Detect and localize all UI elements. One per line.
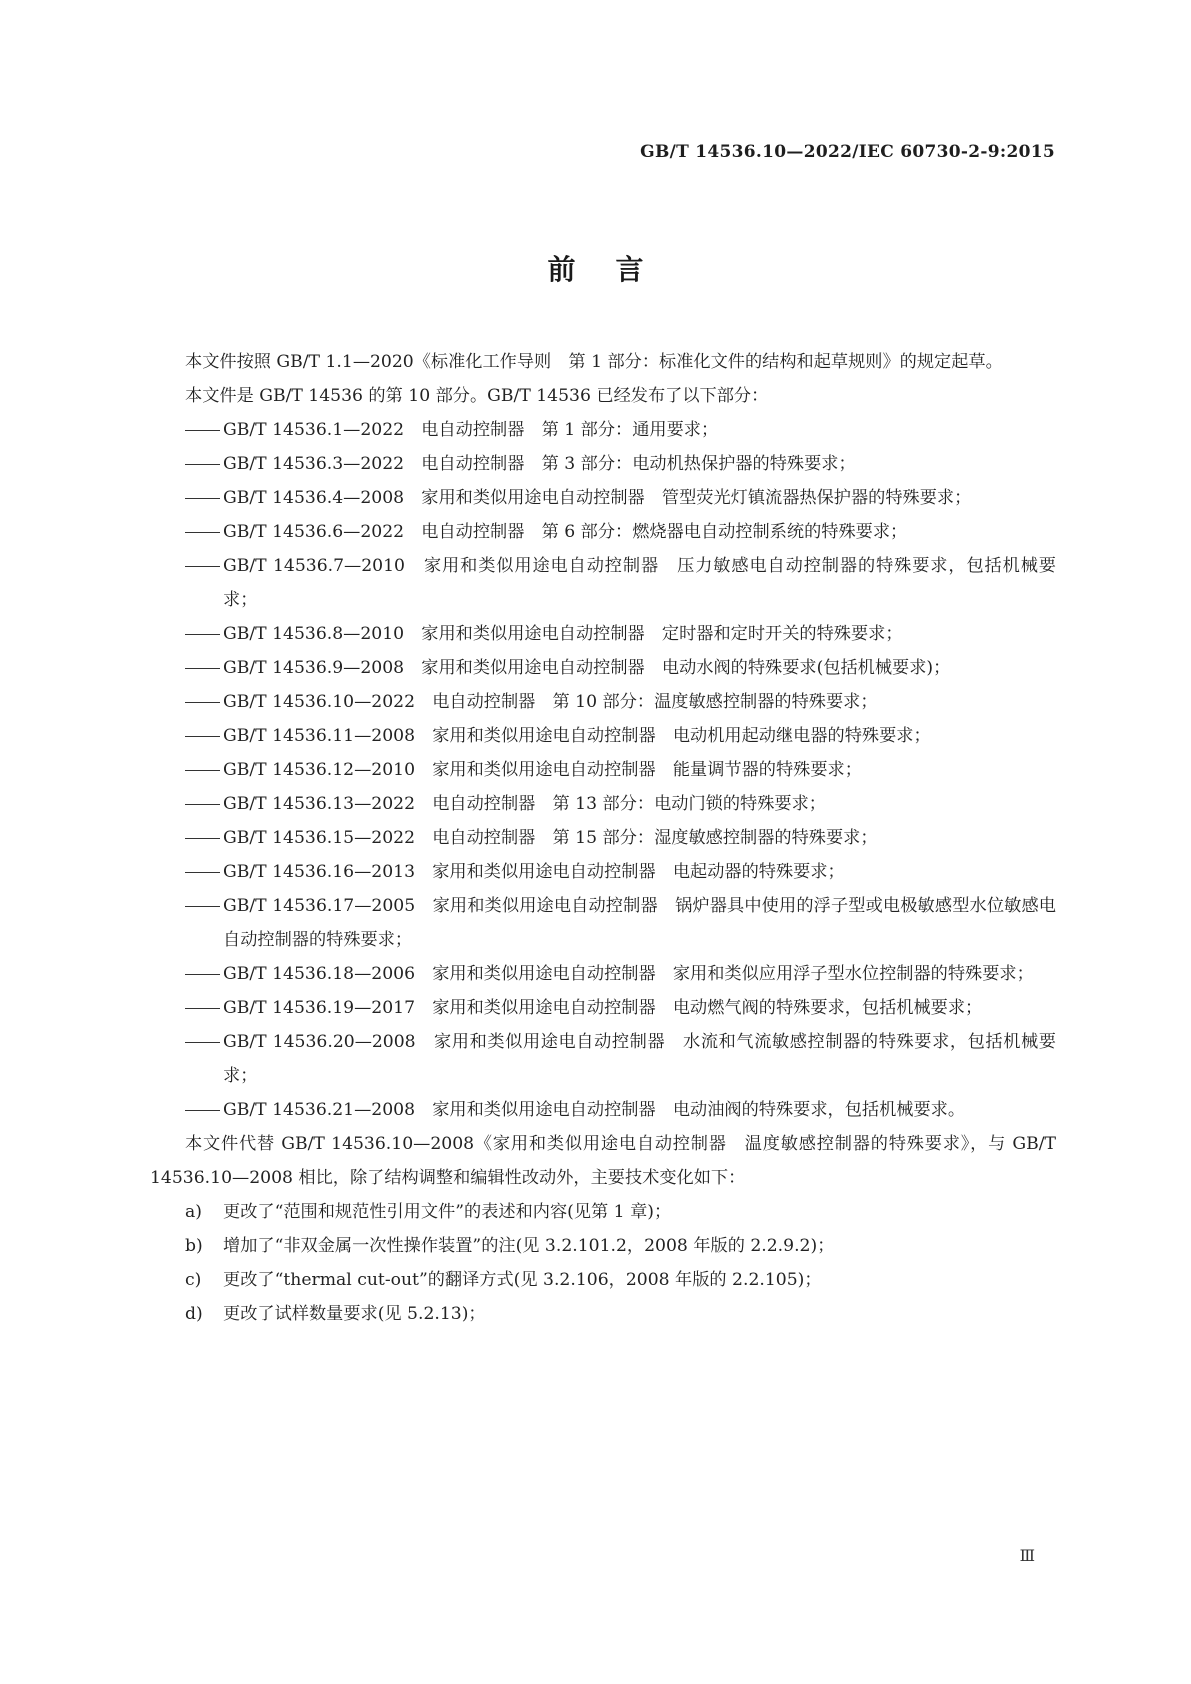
list-item-part: GB/T 14536.16—2013 家用和类似用途电自动控制器 电起动器的特殊要求； [223,862,845,882]
page-number: Ⅲ [1019,1546,1035,1565]
change-marker: c) [185,1270,202,1290]
list-item-part: GB/T 14536.10—2022 电自动控制器 第 10 部分：温度敏感控制器的特殊要求； [223,692,878,712]
list-item-part: GB/T 14536.18—2006 家用和类似用途电自动控制器 家用和类似应用浮子型水位控制器的特殊要求； [223,964,1034,984]
change-item: d) 更改了试样数量要求(见 5.2.13)； [150,1297,1056,1331]
replacement-paragraph: 本文件代替 GB/T 14536.10—2008《家用和类似用途电自动控制器 温度敏感控制器的特殊要求》，与 GB/T 14536.10—2008 相比，除了结构调整和编辑性改动外，主要技术变化如下： [150,1134,1056,1188]
intro-paragraph-series: 本文件是 GB/T 14536 的第 10 部分。GB/T 14536 已经发布了以下部分： [185,386,769,406]
change-item: a) 更改了“范围和规范性引用文件”的表述和内容(见第 1 章)； [150,1195,1056,1229]
list-item-part: GB/T 14536.6—2022 电自动控制器 第 6 部分：燃烧器电自动控制系统的特殊要求； [223,522,908,542]
list-item-part: GB/T 14536.20—2008 家用和类似用途电自动控制器 水流和气流敏感控制器的特殊要求，包括机械要求； [223,1032,1056,1086]
list-item-part: GB/T 14536.21—2008 家用和类似用途电自动控制器 电动油阀的特殊要求，包括机械要求。 [223,1100,966,1120]
change-marker: b) [185,1236,203,1256]
list-item-part: GB/T 14536.11—2008 家用和类似用途电自动控制器 电动机用起动继电器的特殊要求； [223,726,931,746]
list-item-part: GB/T 14536.4—2008 家用和类似用途电自动控制器 管型荧光灯镇流器热保护器的特殊要求； [223,488,972,508]
intro-paragraph-drafting: 本文件按照 GB/T 1.1—2020《标准化工作导则 第 1 部分：标准化文件的结构和起草规则》的规定起草。 [185,352,1003,372]
change-item: c) 更改了“thermal cut-out”的翻译方式(见 3.2.106，2008 年版的 2.2.105)； [150,1263,1056,1297]
list-item-part: GB/T 14536.8—2010 家用和类似用途电自动控制器 定时器和定时开关的特殊要求； [223,624,903,644]
list-item-part: GB/T 14536.7—2010 家用和类似用途电自动控制器 压力敏感电自动控制器的特殊要求，包括机械要求； [223,556,1056,610]
list-item-part: GB/T 14536.3—2022 电自动控制器 第 3 部分：电动机热保护器的特殊要求； [223,454,856,474]
preface-body [150,345,1056,1331]
list-item-part: GB/T 14536.9—2008 家用和类似用途电自动控制器 电动水阀的特殊要求(包括机械要求)； [223,658,951,678]
change-marker: d) [185,1304,203,1324]
change-item: b) 增加了“非双金属一次性操作装置”的注(见 3.2.101.2，2008 年版的 2.2.9.2)； [150,1229,1056,1263]
standard-number-header: GB/T 14536.10—2022/IEC 60730-2-9:2015 [640,142,1055,162]
list-item-part: GB/T 14536.17—2005 家用和类似用途电自动控制器 锅炉器具中使用的浮子型或电极敏感型水位敏感电自动控制器的特殊要求； [223,896,1056,950]
list-item-part: GB/T 14536.19—2017 家用和类似用途电自动控制器 电动燃气阀的特殊要求，包括机械要求； [223,998,983,1018]
list-item-part: GB/T 14536.15—2022 电自动控制器 第 15 部分：湿度敏感控制器的特殊要求； [223,828,878,848]
change-marker: a) [185,1202,202,1222]
list-item-part: GB/T 14536.13—2022 电自动控制器 第 13 部分：电动门锁的特殊要求； [223,794,826,814]
list-item-part: GB/T 14536.12—2010 家用和类似用途电自动控制器 能量调节器的特殊要求； [223,760,862,780]
list-item-part: GB/T 14536.1—2022 电自动控制器 第 1 部分：通用要求； [223,420,719,440]
page-title: 前言 [547,253,684,286]
